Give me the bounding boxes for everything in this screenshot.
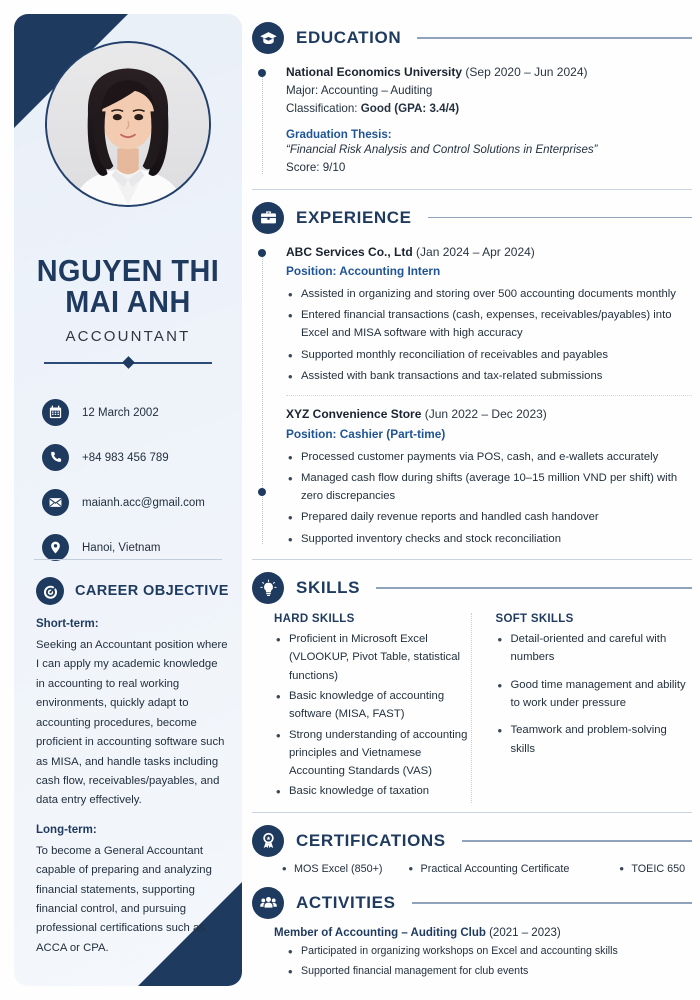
certifications-header [252,825,692,857]
job-bullet: • Processed customer payments via POS, cash, and e-wallets accurately [286,448,692,466]
job-bullet: • Supported monthly reconciliation of receivables and payables [286,346,692,364]
soft-skills-heading: SOFT SKILLS [495,613,574,626]
hard-skills-heading: HARD SKILLS [274,613,355,626]
thesis-title: “Financial Risk Analysis and Control Solutions in Enterprises” [286,143,598,156]
career-objective-body [36,618,228,971]
skill-item: • Proficient in Microsoft Excel (VLOOKUP, Pivot Table, statistical functions) [274,630,471,685]
thesis-score: Score: 9/10 [286,161,346,175]
people-group-icon [252,887,284,919]
education-entry [286,63,692,178]
activity-club-name: Member of Accounting – Auditing Club [274,926,486,939]
major-label: Major: [286,83,319,97]
activity-bullet: • Participated in organizing workshops on Excel and accounting skills [286,943,692,960]
job-position: Position: Cashier (Part-time) [286,426,446,441]
skill-item: • Strong understanding of accounting principles and Vietnamese Accounting Standards (VAS) [274,726,471,781]
classification-label: Classification: [286,102,358,116]
activity-bullets [252,943,692,980]
contact-item-location [42,534,222,561]
contact-value: maianh.acc@gmail.com [82,496,205,509]
job-bullet: • Managed cash flow during shifts (average 10–15 million VND per shift) with zero discrepancies [286,469,692,506]
skills-section [252,572,692,813]
section-separator [252,559,692,560]
location-pin-icon [42,534,69,561]
company-dates: (Jun 2022 – Dec 2023) [424,407,547,422]
target-icon [36,577,64,605]
job-bullets [286,285,692,385]
long-term-label: Long-term: [36,823,97,836]
long-term-text: To become a General Accountant capable of preparing and analyzing financial statements, supporting financial control, and pursuing professional certifications such as ACCA or CPA. [36,844,212,954]
section-rule [417,37,692,39]
section-rule [376,587,692,589]
timeline-dot [258,69,266,77]
experience-section [252,202,692,560]
skills-header [252,572,692,604]
timeline-dot [258,249,266,257]
name-line-1: NGUYEN THI [36,253,220,288]
sidebar [14,14,242,986]
section-rule [428,217,692,219]
company-name: XYZ Convenience Store [286,407,422,422]
timeline-dot [258,488,266,496]
phone-icon [42,444,69,471]
school-line [286,63,692,82]
certifications-section [252,825,692,875]
main-column [252,0,692,1000]
hard-skills-list [274,630,471,801]
short-term-text: Seeking an Accountant position where I can apply my academic knowledge in accounting to real working environments, quickly adapt to accounting procedures, become proficient in accounting software such as MISA, and handle tasks including cash flow, receivables/payables, and data entry effectively. [36,639,228,807]
activity-bullet: • Supported financial management for club events [286,963,692,980]
diamond-shape [122,357,135,370]
envelope-icon [42,489,69,516]
major-value: Accounting – Auditing [320,83,433,97]
career-objective-title: CAREER OBJECTIVE [75,583,229,599]
skill-item: • Good time management and ability to work under pressure [496,676,693,713]
job-bullet: • Assisted with bank transactions and tax-related submissions [286,367,692,385]
job-title: ACCOUNTANT [65,328,191,346]
job-bullet: • Assisted in organizing and storing over 500 accounting documents monthly [286,285,692,303]
classification-line [286,100,692,119]
section-separator [252,189,692,190]
sidebar-divider [34,559,222,560]
certification-item: • MOS Excel (850+) [280,863,383,875]
experience-header [252,202,692,234]
job-bullet: • Supported inventory checks and stock reconciliation [286,530,692,548]
experience-title: EXPERIENCE [296,207,412,227]
contact-value: +84 983 456 789 [82,451,169,464]
experience-timeline [252,243,692,548]
short-term-label: Short-term: [36,618,99,630]
hard-skills-column [274,613,471,803]
job-position: Position: Accounting Intern [286,264,441,279]
activities-header [252,887,692,919]
skills-columns [252,613,692,803]
full-name [28,253,229,319]
job-bullet: • Entered financial transactions (cash, expenses, receivables/payables) into Excel and MISA software with high accuracy [286,306,692,343]
calendar-icon [42,399,69,426]
school-dates: (Sep 2020 – Jun 2024) [465,65,588,79]
company-dates: (Jan 2024 – Apr 2024) [416,244,535,259]
activity-club-line [252,927,692,939]
education-timeline [252,63,692,178]
contact-value: 12 March 2002 [82,406,159,419]
name-line-2: MAI ANH [65,283,191,319]
certifications-list [252,863,692,875]
entry-separator [286,395,692,396]
soft-skills-column [471,613,693,803]
avatar [45,41,211,207]
activities-title: ACTIVITIES [296,892,396,912]
lightbulb-icon [252,572,284,604]
company-name: ABC Services Co., Ltd [286,244,413,259]
briefcase-icon [252,202,284,234]
contact-item-phone[interactable] [42,444,222,471]
thesis-label: Graduation Thesis: [286,127,392,141]
name-block [20,253,236,369]
skill-item: • Basic knowledge of taxation [274,782,471,800]
education-title: EDUCATION [296,28,402,47]
experience-entry [286,405,692,548]
school-name: National Economics University [286,65,463,79]
activities-section [252,887,692,980]
company-line [286,405,692,424]
soft-skills-list [496,630,693,758]
certifications-title: CERTIFICATIONS [296,830,446,850]
contact-value: Hanoi, Vietnam [82,541,161,554]
education-header [252,22,692,54]
activity-years: (2021 – 2023) [489,926,561,939]
skill-item: • Basic knowledge of accounting software (MISA, FAST) [274,687,471,724]
education-section [252,22,692,190]
experience-entry [286,243,692,386]
contact-list [42,399,222,579]
section-rule [462,840,692,842]
timeline-line [262,250,263,544]
skills-title: SKILLS [296,578,361,598]
certification-item: • Practical Accounting Certificate [407,863,570,875]
job-bullet: • Prepared daily revenue reports and handled cash handover [286,508,692,526]
section-rule [412,902,692,904]
contact-item-birthdate [42,399,222,426]
career-objective-header [36,577,229,605]
section-separator [252,812,692,813]
classification-value: Good (GPA: 3.4/4) [360,102,460,116]
contact-item-email[interactable] [42,489,222,516]
graduation-cap-icon [252,22,284,54]
diamond-divider [44,357,212,369]
company-line [286,243,692,262]
award-ribbon-icon [252,825,284,857]
job-bullets [286,448,692,548]
certification-item: • TOEIC 650 [617,863,685,875]
timeline-line [262,70,263,174]
major-line [286,82,692,101]
skill-item: • Detail-oriented and careful with numbers [496,630,693,667]
profile-photo [47,43,209,205]
skill-item: • Teamwork and problem-solving skills [496,721,693,758]
